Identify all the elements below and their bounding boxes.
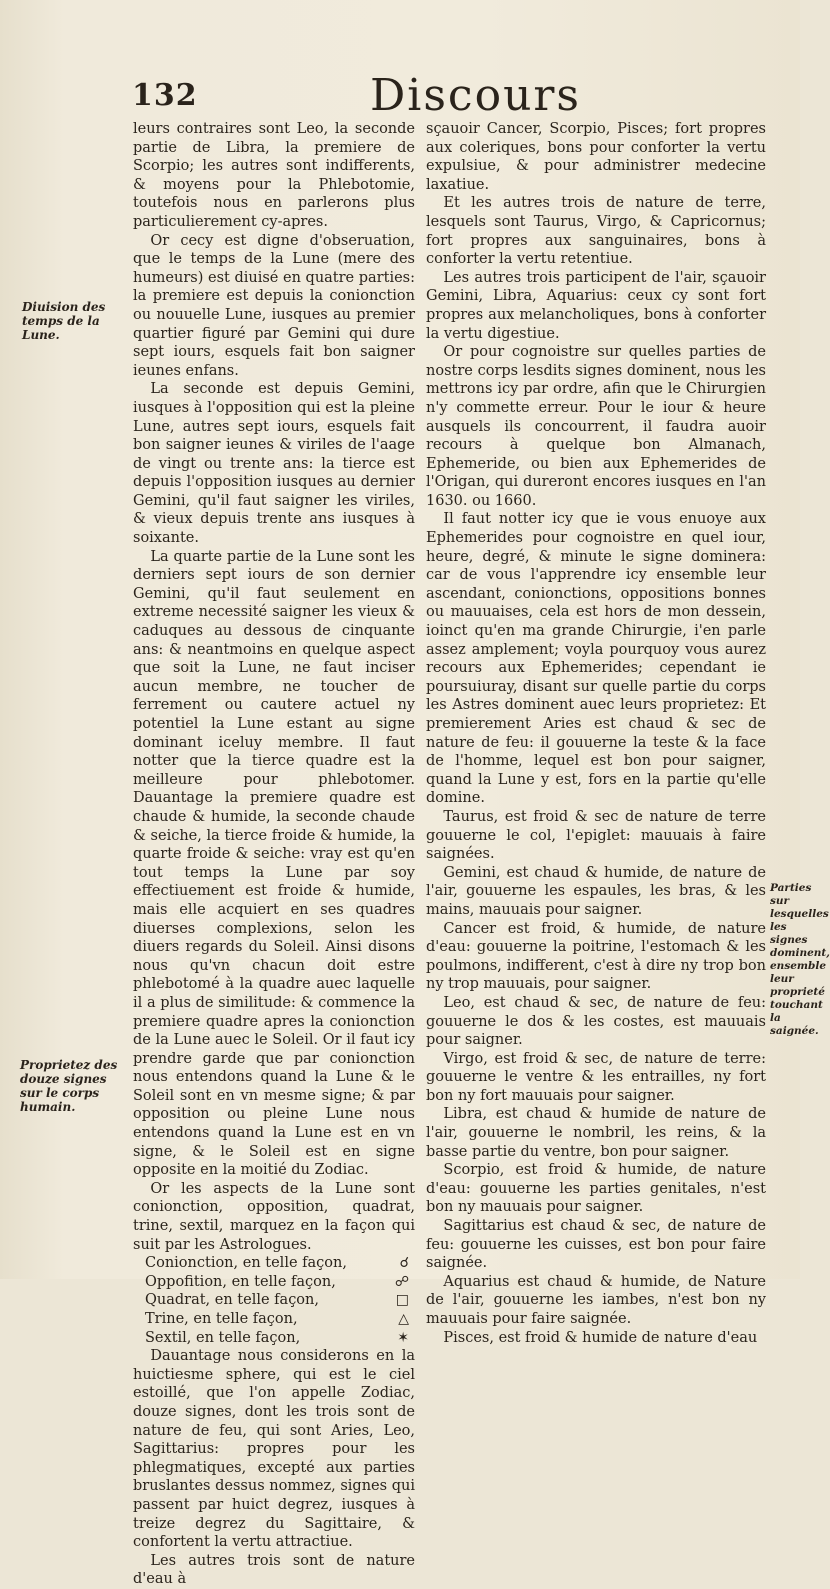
paragraph: Or les aspects de la Lune sont conionction, opposition, quadrat, trine, sextil, marquez en la façon qui suit par les Astrologues. [133, 1180, 415, 1253]
sextile-symbol-icon: ✶ [397, 1329, 409, 1346]
paragraph: leurs contraires sont Leo, la seconde partie de Libra, la premiere de Scorpio; les autres sont indifferents, & moyens pour la Phlebotomie, toutefois nous en parlerons plus particulierement cy-apres. [133, 121, 415, 230]
aspect-item [133, 1310, 415, 1329]
paragraph: La quarte partie de la Lune sont les derniers sept iours de son dernier Gemini, qu'il faut seulement en extreme necessité saigner les vieux & caduques au dessous de cinquante ans: & neantmoins en quelque aspect que soit la Lune, ne faut inciser aucun membre, ne toucher de ferrement ou cautere actuel ny potentiel la Lune estant au signe dominant iceluy membre. Il faut notter que la tierce quadre est la meilleure pour phlebotomer. Dauantage la premiere quadre est chaude & humide, la seconde chaude & seiche, la tierce froide & humide, la quarte froide & seiche: vray est qu'en tout temps la Lune par soy effectiuement est froide & humide, mais elle acquiert en ses quadres diuerses complexions, selon les diuers regards du Soleil. Ainsi disons nous qu'vn chacun doit estre phlebotomé à la quadre auec laquelle il a plus de similitude: & commence la premiere quadre apres la conionction de la Lune auec le Soleil. Or il faut icy prendre garde que par conionction nous entendons quand la Lune & le Soleil sont en vn mesme signe; & par opposition ou pleine Lune nous entendons quand la Lune est en vn signe, & le Soleil est en signe opposite en la moitié du Zodiac. [133, 548, 415, 1179]
conjunction-symbol-icon: ☌ [399, 1255, 409, 1272]
aspect-label: Conionction, en telle façon, [145, 1255, 347, 1272]
paragraph: Sagittarius est chaud & sec, de nature de feu: gouuerne les cuisses, est bon pour faire saignée. [426, 1218, 766, 1272]
paragraph: Il faut notter icy que ie vous enuoye aux Ephemerides pour cognoistre en quel iour, heure, degré, & minute le signe dominera: car de vous l'apprendre icy ensemble leur ascendant, conionctions, oppositions bonnes ou mauuaises, cela est hors de mon dessein, ioinct qu'en ma grande Chirurgie, i'en parle assez amplement; voyla pourquoy vous aurez recours aux Ephemerides; cependant ie poursuiuray, disant sur quelle partie du corps les Astres dominent auec leurs proprietez: Et premierement Aries est chaud & sec de nature de feu: il gouuerne la teste & la face de l'homme, lequel est bon pour saigner, quand la Lune y est, fors en la partie qu'elle domine. [426, 511, 766, 807]
paragraph: La seconde est depuis Gemini, iusques à l'opposition qui est la pleine Lune, autres sept iours, esquels fait bon saigner ieunes & viriles de l'aage de vingt ou trente ans: la tierce est depuis l'opposition iusques au dernier Gemini, qu'il faut saigner les viriles, & vieux depuis trente ans iusques à soixante. [133, 381, 415, 547]
paragraph: Gemini, est chaud & humide, de nature de l'air, gouuerne les espaules, les bras, & les mains, mauuais pour saigner. [426, 864, 766, 918]
margin-note-zodiac-properties: Proprietez des douze signes sur le corps humain. [20, 1058, 118, 1114]
left-column [133, 120, 415, 1589]
aspect-label: Quadrat, en telle façon, [145, 1292, 319, 1309]
paragraph: Cancer est froid, & humide, de nature d'eau: gouuerne la poitrine, l'estomach & les poulmons, indifferent, c'est à dire ny trop bon ny trop mauuais, pour saigner. [426, 920, 766, 993]
paragraph: Or cecy est digne d'obseruation, que le temps de la Lune (mere des humeurs) est diuisé en quatre parties: la premiere est depuis la conionction ou nouuelle Lune, iusques au premier quartier figuré par Gemini qui dure sept iours, esquels fait bon saigner ieunes enfans. [133, 232, 415, 379]
margin-note-body-parts: Parties sur lesquelles les signes dominent, ensemble leur proprieté touchant la saignée. [770, 882, 830, 1037]
paragraph: Taurus, est froid & sec de nature de terre gouuerne le col, l'epiglet: mauuais à faire saignées. [426, 808, 766, 863]
paragraph: Pisces, est froid & humide de nature d'eau [443, 1329, 758, 1346]
aspect-list [133, 1254, 415, 1347]
aspect-item [133, 1254, 415, 1273]
square-symbol-icon: □ [395, 1292, 409, 1309]
paragraph: Les autres trois sont de nature d'eau à [133, 1552, 415, 1588]
paragraph: Leo, est chaud & sec, de nature de feu: gouuerne le dos & les costes, est mauuais pour saigner. [426, 994, 766, 1049]
right-column [426, 120, 766, 1347]
paragraph: Virgo, est froid & sec, de nature de terre: gouuerne le ventre & les entrailles, ny fort bon ny fort mauuais pour saigner. [426, 1050, 766, 1104]
paragraph: Aquarius est chaud & humide, de Nature de l'air, gouuerne les iambes, n'est bon ny mauuais pour faire saignée. [426, 1273, 766, 1327]
opposition-symbol-icon: ☍ [394, 1273, 409, 1290]
paragraph: Et les autres trois de nature de terre, lesquels sont Taurus, Virgo, & Capricornus; fort propres aux sanguinaires, bons à conforter la vertu retentiue. [426, 195, 766, 268]
trine-symbol-icon: △ [398, 1311, 409, 1327]
paragraph: Dauantage nous considerons en la huictiesme sphere, qui est le ciel estoillé, que l'on appelle Zodiac, douze signes, dont les trois sont de nature de feu, qui sont Aries, Leo, Sagittarius: propres pour les phlegmatiques, excepté aux parties bruslantes dessus nommez, signes qui passent par huict degrez, iusques à treize degrez du Sagittaire, & confortent la vertu attractiue. [133, 1348, 415, 1551]
margin-note-lunar-divisions: Diuision des temps de la Lune. [22, 300, 106, 342]
paragraph: Scorpio, est froid & humide, de nature d'eau: gouuerne les parties genitales, n'est bon ny mauuais pour saigner. [426, 1162, 766, 1216]
page-header [120, 70, 780, 120]
aspect-item [133, 1291, 415, 1310]
aspect-item [133, 1273, 415, 1292]
aspect-label: Trine, en telle façon, [145, 1311, 298, 1327]
paragraph: Or pour cognoistre sur quelles parties de nostre corps lesdits signes dominent, nous les mettrons icy par ordre, afin que le Chirurgien n'y commette erreur. Pour le iour & heure ausquels ils concourrent, il faudra auoir recours à quelque bon Almanach, Ephemeride, ou bien aux Ephemerides de l'Origan, qui dureront encores iusques en l'an 1630. ou 1660. [426, 344, 766, 509]
aspect-label: Sextil, en telle façon, [145, 1329, 301, 1346]
paragraph: Les autres trois participent de l'air, sçauoir Gemini, Libra, Aquarius: ceux cy sont fort propres aux melancholiques, bons à conforter la vertu digestiue. [426, 269, 766, 342]
aspect-label: Oppofition, en telle façon, [145, 1273, 336, 1290]
page-number: 132 [132, 78, 198, 113]
paragraph: Libra, est chaud & humide de nature de l'air, gouuerne le nombril, les reins, & la basse partie du ventre, bon pour saigner. [426, 1106, 766, 1160]
aspect-item [133, 1329, 415, 1348]
running-title: Discours [370, 70, 582, 121]
paragraph: sçauoir Cancer, Scorpio, Pisces; fort propres aux coleriques, bons pour conforter la vertu expulsiue, & pour administrer medecine laxatiue. [426, 121, 766, 193]
